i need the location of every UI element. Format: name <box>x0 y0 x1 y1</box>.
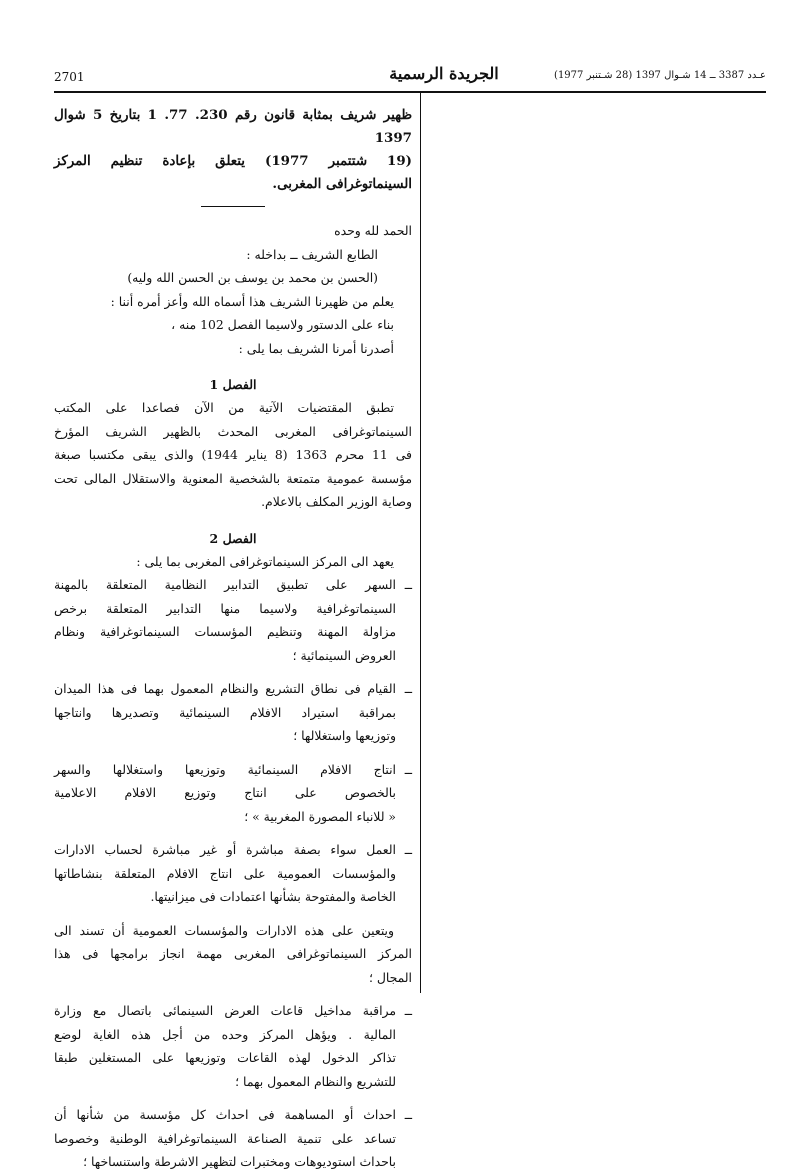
preamble-line: أصدرنا أمرنا الشريف بما يلى : <box>238 340 394 356</box>
list-line: تساعد على تنمية الصناعة السينماتوغرافية الوطنية وخصوصا <box>54 1130 396 1146</box>
list-item <box>54 677 412 748</box>
list-dash: ــ <box>404 681 412 696</box>
list-line: السهر على تطبيق التدابير النظامية المتعلقة بالمهنة <box>54 577 396 592</box>
list-item <box>54 573 412 667</box>
list-item <box>54 1103 412 1174</box>
issue-line: عـدد 3387 ــ 14 شـوال 1397 (28 شـتنبر 1977) <box>554 70 766 81</box>
section-intro: يعهد الى المركز السينماتوغرافى المغربى بما يلى : <box>136 553 394 569</box>
list-line: انتاج الافلام السينمائية وتوزيعها واستغلالها والسهر <box>54 761 396 777</box>
list-dash: ــ <box>404 577 412 592</box>
column-rule <box>420 93 421 993</box>
list-line: للتشريع والنظام المعمول بهما ؛ <box>235 1073 396 1089</box>
preamble-line: بناء على الدستور ولاسيما الفصل 102 منه ، <box>171 317 394 332</box>
preamble-line: الحمد لله وحده <box>334 223 412 238</box>
list-line: والمؤسسات العمومية على انتاج الافلام المتعلقة بنشاطاتها <box>54 865 396 881</box>
header-rule <box>54 91 766 93</box>
section-line: السينماتوغرافى المغربى المحدث بالظهير الشريف المؤرخ <box>54 423 412 439</box>
list-line: احداث أو المساهمة فى احداث كل مؤسسة من شأنها أن <box>54 1107 396 1122</box>
list-item <box>54 999 412 1093</box>
list-line: بمراقبة استيراد الافلام السينمائية وتصديرها وانتاجها <box>54 704 396 720</box>
section-heading: الفصل 1 <box>209 377 257 392</box>
list-line: الخاصة والمفتوحة بشأنها اعتمادات فى ميزانيتها. <box>150 889 396 904</box>
preamble-line: يعلم من ظهيرنا الشريف هذا أسماه الله وأعز أمره أننا : <box>110 293 394 309</box>
section-line: تطبق المقتضيات الآتية من الآن فصاعدا على المكتب <box>54 400 394 415</box>
page-header <box>54 64 766 88</box>
list-line: بالخصوص على انتاج وتوزيع الافلام الاعلامية <box>54 785 396 800</box>
title-separator <box>201 206 265 207</box>
list-line: المالية . ويؤهل المركز وحده من أجل هذه الغاية لوضع <box>54 1026 396 1042</box>
article-title-line: ظهير شريف بمثابة قانون رقم 230. 77. 1 بتاريخ 5 شوال 1397 <box>54 107 413 146</box>
list-line: مزاولة المهنة وتنظيم المؤسسات السينماتوغرافية ونظام <box>54 624 396 639</box>
list-line: وتوزيعها واستغلالها ؛ <box>293 728 396 743</box>
list-line: « للانباء المصورة المغربية » ؛ <box>244 808 396 824</box>
paragraph-line: المركز السينماتوغرافى المغربى مهمة انجاز برامجها فى هذا <box>54 946 412 961</box>
article-column <box>54 104 412 1174</box>
list-item <box>54 838 412 909</box>
preamble-line: الطابع الشريف ــ بداخله : <box>246 246 378 262</box>
paragraph-line: ويتعين على هذه الادارات والمؤسسات العمومية أن تسند الى <box>54 922 394 938</box>
list-dash: ــ <box>404 761 412 777</box>
journal-title: الجريدة الرسمية <box>389 64 499 83</box>
preamble-line: (الحسن بن محمد بن يوسف بن الحسن الله وليه) <box>127 270 378 285</box>
article-title-line: السينماتوغرافى المغربى. <box>272 176 412 192</box>
list-dash: ــ <box>404 842 412 857</box>
section-line: وصاية الوزير المكلف بالاعلام. <box>261 494 412 509</box>
list-dash: ــ <box>404 1107 412 1122</box>
list-dash: ــ <box>404 1003 412 1018</box>
list-line: تذاكر الدخول لهذه القاعات وتوزيعها على المستغلين طبقا <box>54 1050 396 1065</box>
article-title-line: (19 شتتمبر 1977) يتعلق بإعادة تنظيم المركز <box>54 153 412 169</box>
paragraph-line: المجال ؛ <box>368 969 412 985</box>
list-item <box>54 758 412 829</box>
list-line: باحداث استوديوهات ومختبرات لتظهير الاشرطة واستنساخها ؛ <box>83 1154 396 1169</box>
section-line: مؤسسة عمومية متمتعة بالشخصية المعنوية والاستقلال المالى تحت <box>54 470 412 486</box>
page-number: 2701 <box>54 70 85 84</box>
list-line: القيام فى نطاق التشريع والنظام المعمول بهما فى هذا الميدان <box>54 681 396 696</box>
list-line: السينماتوغرافية ولاسيما منها التدابير المتعلقة برخص <box>54 600 396 616</box>
list-line: العروض السينمائية ؛ <box>292 647 396 663</box>
list-line: العمل سواء بصفة مباشرة أو غير مباشرة لحساب الادارات <box>54 842 396 857</box>
section-line: فى 11 محرم 1363 (8 يناير 1944) والذى يبقى مكتسبا صبغة <box>54 447 412 462</box>
section-heading: الفصل 2 <box>209 530 257 546</box>
list-line: مراقبة مداخيل قاعات العرض السينمائى باتصال مع وزارة <box>54 1003 396 1018</box>
